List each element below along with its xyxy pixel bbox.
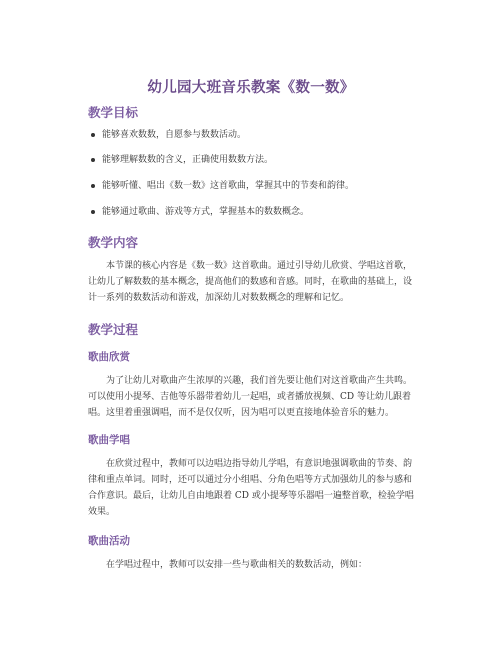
singing-paragraph [88, 456, 440, 520]
paragraph-line: 合作意识。最后，让幼儿自由地跟着 CD 或小提琴等乐器唱一遍整首歌，检验学唱 [88, 491, 414, 501]
paragraph-line: 本节课的核心内容是《数一数》这首歌曲。通过引导幼儿欣赏、学唱这首歌， [106, 261, 413, 271]
paragraph-line: 可以使用小提琴、吉他等乐器带着幼儿一起唱，或者播放视频、CD 等让幼儿跟着 [88, 392, 411, 402]
appreciation-paragraph [88, 373, 440, 421]
goal-list-item [88, 180, 354, 192]
paragraph-line: 效果。 [88, 507, 116, 517]
bullet-icon [91, 158, 95, 162]
paragraph-line: 在欣赏过程中，教师可以边唱边指导幼儿学唱，有意识地强调歌曲的节奏、韵 [106, 459, 413, 469]
content-paragraph [88, 258, 440, 306]
paragraph-line: 唱。这里着重强调唱，而不是仅仅听，因为唱可以更直接地体验音乐的魅力。 [88, 408, 395, 418]
subsection-heading-singing: 歌曲学唱 [88, 434, 130, 446]
paragraph-line: 计一系列的数数活动和游戏，加深幼儿对数数概念的理解和记忆。 [88, 293, 350, 303]
paragraph-line: 律和重点单词。同时，还可以通过分小组唱、分角色唱等方式加强幼儿的参与感和 [88, 475, 413, 485]
bullet-icon [91, 210, 95, 214]
subsection-heading-activity: 歌曲活动 [88, 535, 130, 547]
paragraph-line: 为了让幼儿对歌曲产生浓厚的兴趣，我们首先要让他们对这首歌曲产生共鸣。 [106, 376, 413, 386]
goal-item-text: 能够听懂、唱出《数一数》这首歌曲，掌握其中的节奏和韵律。 [102, 181, 355, 191]
goal-item-text: 能够喜欢数数，自愿参与数数活动。 [102, 130, 247, 140]
activity-paragraph [88, 557, 440, 573]
goal-list-item [88, 154, 273, 166]
goal-item-text: 能够理解数数的含义，正确使用数数方法。 [102, 155, 274, 165]
section-heading-goals: 教学目标 [88, 105, 139, 120]
subsection-heading-appreciation: 歌曲欣赏 [88, 351, 130, 363]
paragraph-line: 在学唱过程中，教师可以安排一些与歌曲相关的数数活动，例如： [106, 560, 368, 570]
goal-item-text: 能够通过歌曲、游戏等方式，掌握基本的数数概念。 [102, 207, 310, 217]
paragraph-line: 让幼儿了解数数的基本概念，提高他们的数感和音感。同时，在歌曲的基础上，设 [88, 277, 413, 287]
section-heading-process: 教学过程 [88, 322, 139, 337]
goal-list-item [88, 206, 309, 218]
bullet-icon [91, 133, 95, 137]
goal-list-item [88, 129, 246, 141]
document-title: 幼儿园大班音乐教案《数一数》 [147, 80, 355, 96]
bullet-icon [91, 184, 95, 188]
section-heading-content: 教学内容 [88, 235, 139, 250]
